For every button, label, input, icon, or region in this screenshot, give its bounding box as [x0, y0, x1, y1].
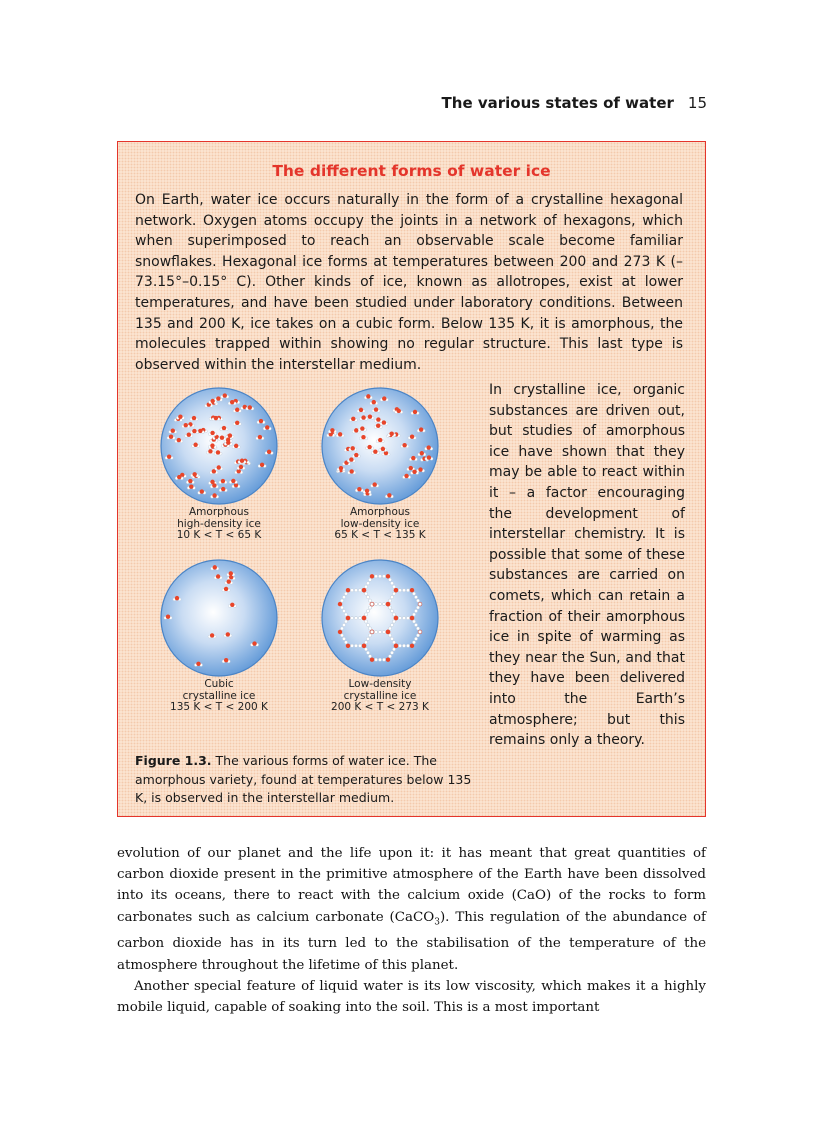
diagram-amorphous-low	[305, 385, 455, 542]
diagram-amorphous-high	[144, 385, 294, 542]
figure-caption-text: The various forms of water ice. The amorphous variety, found at temperatures below 135 K, is observed in the interstellar medium.	[135, 753, 472, 805]
amorphous-low-density-illustration	[319, 385, 441, 507]
diagram-label: Amorphous low-density ice 65 K < T < 135 K	[334, 506, 426, 541]
diagram-label: Low-density crystalline ice 200 K < T < 273 K	[331, 678, 429, 713]
body-paragraph-1: evolution of our planet and the life upon it: it has meant that great quantities of carbon dioxide present in the primitive atmosphere of the Earth have been dissolved into its oceans, there to react with the calcium oxide (CaO) of the rocks to form carbonates such as calcium carbonate (CaCO$_3$). This regulation of the abundance of carbon dioxide has in its turn led to the stabilisation of the temperature of the atmosphere throughout the lifetime of this planet.	[117, 846, 706, 973]
figure-label: Figure 1.3.	[135, 753, 212, 768]
page-number: 15	[687, 94, 707, 112]
amorphous-high-density-illustration	[158, 385, 280, 507]
box-title: The different forms of water ice	[272, 162, 551, 180]
box-intro: On Earth, water ice occurs naturally in the form of a crystalline hexagonal network. Oxygen atoms occupy the joints in a network of hexagons, which when superimposed to reach an observable scale become familiar snowflakes. Hexagonal ice forms at temperatures between 200 and 273 K (–73.15°–0.15° C). Other kinds of ice, known as allotropes, exist at lower temperatures, and have been studied under laboratory conditions. Between 135 and 200 K, ice takes on a cubic form. Below 135 K, it is amorphous, the molecules trapped within showing no regular structure. This last type is observed within the interstellar medium.	[135, 192, 683, 373]
box-side-text: In crystalline ice, organic substances are driven out, but studies of amorphous ice have shown that they may be able to react within it – a factor encouraging the development of interstellar chemistry. It is possible that some of these substances are carried on comets, which can retain a fraction of their amorphous ice in spite of warming as they near the Sun, and that they have been delivered into the Earth’s atmosphere; but this remains only a theory.	[489, 382, 685, 749]
diagram-label: Cubic crystalline ice 135 K < T < 200 K	[170, 678, 268, 713]
diagram-label: Amorphous high-density ice 10 K < T < 65 K	[176, 506, 262, 541]
running-head-title: The various states of water	[441, 94, 674, 112]
body-text	[117, 843, 706, 1018]
cubic-crystalline-illustration	[158, 557, 280, 679]
running-head	[442, 94, 707, 112]
diagram-cubic	[144, 557, 294, 714]
sidebar-box	[117, 141, 706, 817]
body-paragraph-2: Another special feature of liquid water is its low viscosity, which makes it a highly mobile liquid, capable of soaking into the soil. This is a most important	[117, 978, 706, 1016]
figure-caption	[135, 752, 475, 808]
hexagonal-crystalline-illustration	[319, 557, 441, 679]
diagram-hexagonal	[305, 557, 455, 714]
